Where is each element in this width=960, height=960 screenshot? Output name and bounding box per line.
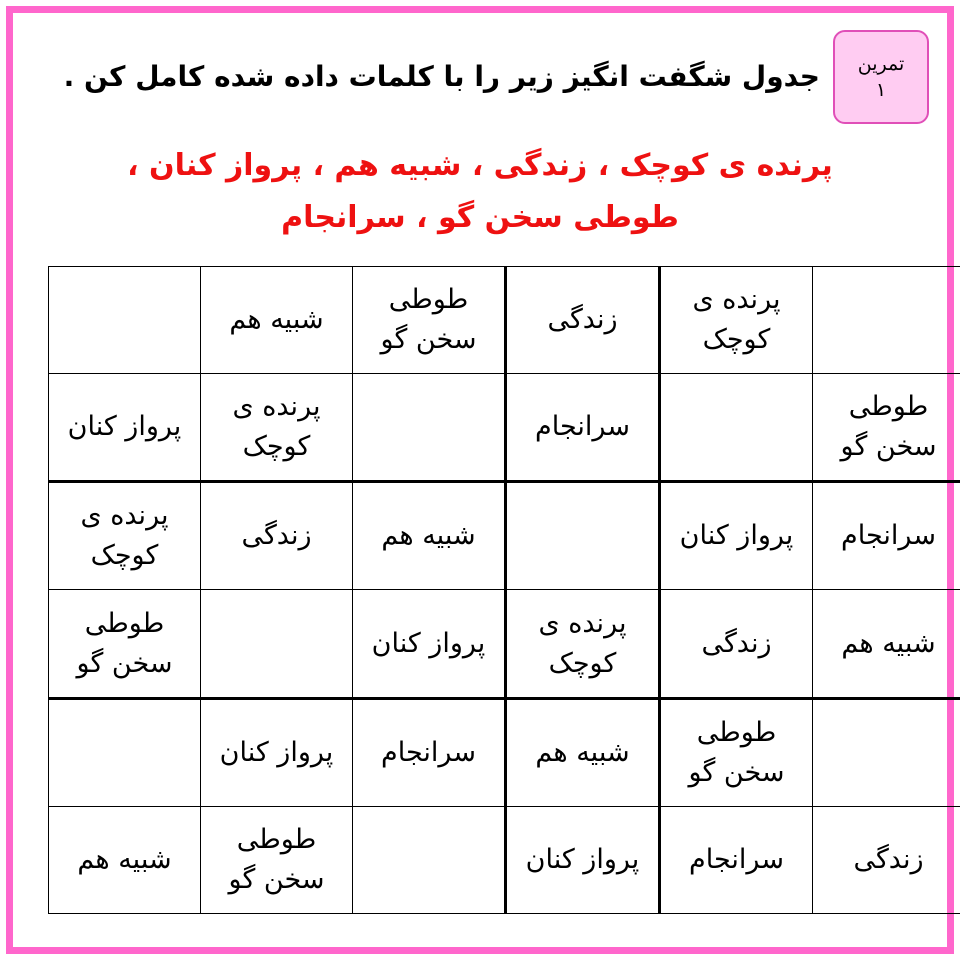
- grid-cell: [660, 482, 813, 590]
- grid-cell-text: طوطی سخن گو: [228, 823, 325, 895]
- grid-cell-text: سرانجام: [535, 411, 630, 443]
- grid-cell-text: سرانجام: [689, 843, 784, 875]
- grid-row: [49, 806, 960, 913]
- grid-cell: [506, 590, 660, 698]
- grid-cell: [353, 267, 506, 374]
- grid-cell: [49, 806, 201, 913]
- grid-cell: [813, 482, 960, 590]
- grid-cell: [353, 482, 506, 590]
- grid-cell-text: سرانجام: [841, 520, 936, 552]
- grid-row: [49, 698, 960, 806]
- grid-cell: [660, 590, 813, 698]
- exercise-badge-number: ۱: [875, 79, 887, 101]
- grid-cell: [201, 482, 353, 590]
- grid-cell[interactable]: [813, 698, 960, 806]
- exercise-badge: [833, 30, 929, 124]
- grid-cell-text: زندگی: [701, 627, 772, 659]
- grid-cell: [201, 806, 353, 913]
- grid-cell: [49, 482, 201, 590]
- grid-cell[interactable]: [49, 698, 201, 806]
- grid-cell: [813, 374, 960, 482]
- grid-cell-text: شبیه هم: [535, 736, 630, 768]
- grid-cell-text: شبیه هم: [77, 843, 172, 875]
- grid-cell-text: زندگی: [547, 304, 618, 336]
- grid-cell-text: پرنده ی کوچک: [692, 284, 781, 356]
- grid-cell[interactable]: [813, 267, 960, 374]
- grid-cell: [201, 698, 353, 806]
- grid-cell-text: طوطی سخن گو: [688, 716, 785, 788]
- grid-cell[interactable]: [506, 482, 660, 590]
- grid-cell-text: شبیه هم: [229, 304, 324, 336]
- grid-cell-text: پرنده ی کوچک: [80, 500, 169, 572]
- grid-cell: [506, 267, 660, 374]
- grid-cell[interactable]: [201, 590, 353, 698]
- grid-cell: [506, 806, 660, 913]
- grid-cell-text: پرواز کنان: [525, 843, 640, 875]
- grid-cell: [353, 590, 506, 698]
- grid-cell: [506, 698, 660, 806]
- grid-cell: [201, 374, 353, 482]
- grid-cell-text: پرواز کنان: [371, 627, 486, 659]
- grid-cell: [660, 267, 813, 374]
- grid-cell: [813, 590, 960, 698]
- grid-cell: [49, 374, 201, 482]
- grid-cell: [353, 698, 506, 806]
- grid-row: [49, 590, 960, 698]
- word-bank-line-1: پرنده ی کوچک ، زندگی ، شبیه هم ، پرواز کنان ،: [127, 148, 833, 183]
- grid-cell-text: شبیه هم: [841, 627, 936, 659]
- grid-cell-text: پرواز کنان: [67, 411, 182, 443]
- puzzle-grid: [48, 266, 960, 914]
- grid-cell: [201, 267, 353, 374]
- grid-cell-text: پرواز کنان: [679, 520, 794, 552]
- exercise-badge-label: تمرین: [857, 53, 905, 75]
- grid-cell-text: شبیه هم: [381, 520, 476, 552]
- grid-cell-text: سرانجام: [381, 736, 476, 768]
- grid-cell-text: طوطی سخن گو: [76, 607, 173, 679]
- word-bank: [60, 140, 900, 244]
- grid-cell-text: پرنده ی کوچک: [232, 391, 321, 463]
- grid-cell-text: پرنده ی کوچک: [538, 607, 627, 679]
- grid-cell-text: پرواز کنان: [219, 736, 334, 768]
- grid-cell[interactable]: [353, 374, 506, 482]
- instruction-text: جدول شگفت انگیز زیر را با کلمات داده شده کامل کن .: [63, 60, 820, 93]
- grid-row: [49, 267, 960, 374]
- grid-cell-text: زندگی: [241, 520, 312, 552]
- grid-cell[interactable]: [353, 806, 506, 913]
- grid-cell-text: زندگی: [853, 843, 924, 875]
- grid-row: [49, 374, 960, 482]
- grid-cell: [813, 806, 960, 913]
- grid-cell[interactable]: [660, 374, 813, 482]
- grid-cell: [660, 698, 813, 806]
- grid-cell-text: طوطی سخن گو: [380, 284, 477, 356]
- grid-cell: [660, 806, 813, 913]
- grid-cell: [506, 374, 660, 482]
- grid-cell-text: طوطی سخن گو: [840, 391, 937, 463]
- grid-cell[interactable]: [49, 267, 201, 374]
- grid-cell: [49, 590, 201, 698]
- word-bank-line-2: طوطی سخن گو ، سرانجام: [281, 200, 679, 235]
- grid-row: [49, 482, 960, 590]
